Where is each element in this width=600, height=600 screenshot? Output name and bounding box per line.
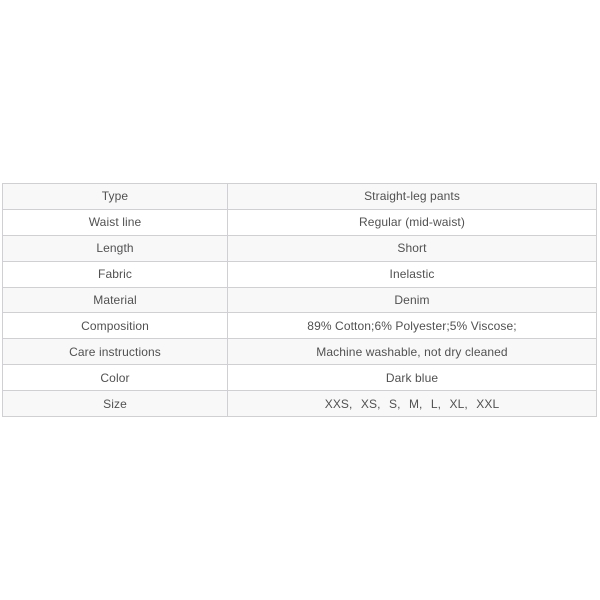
- product-spec-table: [2, 183, 597, 417]
- table-row-type: [3, 184, 596, 210]
- table-row-care-instructions: [3, 339, 596, 365]
- table-row-material: [3, 288, 596, 314]
- spec-value: Inelastic: [389, 267, 435, 282]
- spec-value: Short: [397, 241, 427, 256]
- spec-value: 89% Cotton;6% Polyester;5% Viscose;: [307, 318, 517, 333]
- spec-value: Denim: [394, 293, 430, 307]
- spec-label: Type: [3, 184, 228, 209]
- table-row-size: [3, 391, 596, 417]
- spec-value: Straight-leg pants: [364, 189, 460, 204]
- spec-label: Length: [3, 236, 228, 261]
- spec-label: Care instructions: [3, 339, 228, 364]
- spec-label: Material: [3, 288, 228, 313]
- spec-value: Machine washable, not dry cleaned: [316, 344, 508, 359]
- spec-label: Fabric: [3, 262, 228, 287]
- spec-value: Regular (mid-waist): [359, 215, 465, 230]
- spec-label: Composition: [3, 313, 228, 338]
- spec-label: Waist line: [3, 210, 228, 235]
- table-row-color: [3, 365, 596, 391]
- table-row-composition: [3, 313, 596, 339]
- spec-value: XXS, XS, S, M, L, XL, XXL: [324, 396, 500, 411]
- table-row-length: [3, 236, 596, 262]
- spec-label: Size: [3, 391, 228, 416]
- spec-value: Dark blue: [385, 370, 439, 385]
- table-row-fabric: [3, 262, 596, 288]
- spec-label: Color: [3, 365, 228, 390]
- table-row-waist-line: [3, 210, 596, 236]
